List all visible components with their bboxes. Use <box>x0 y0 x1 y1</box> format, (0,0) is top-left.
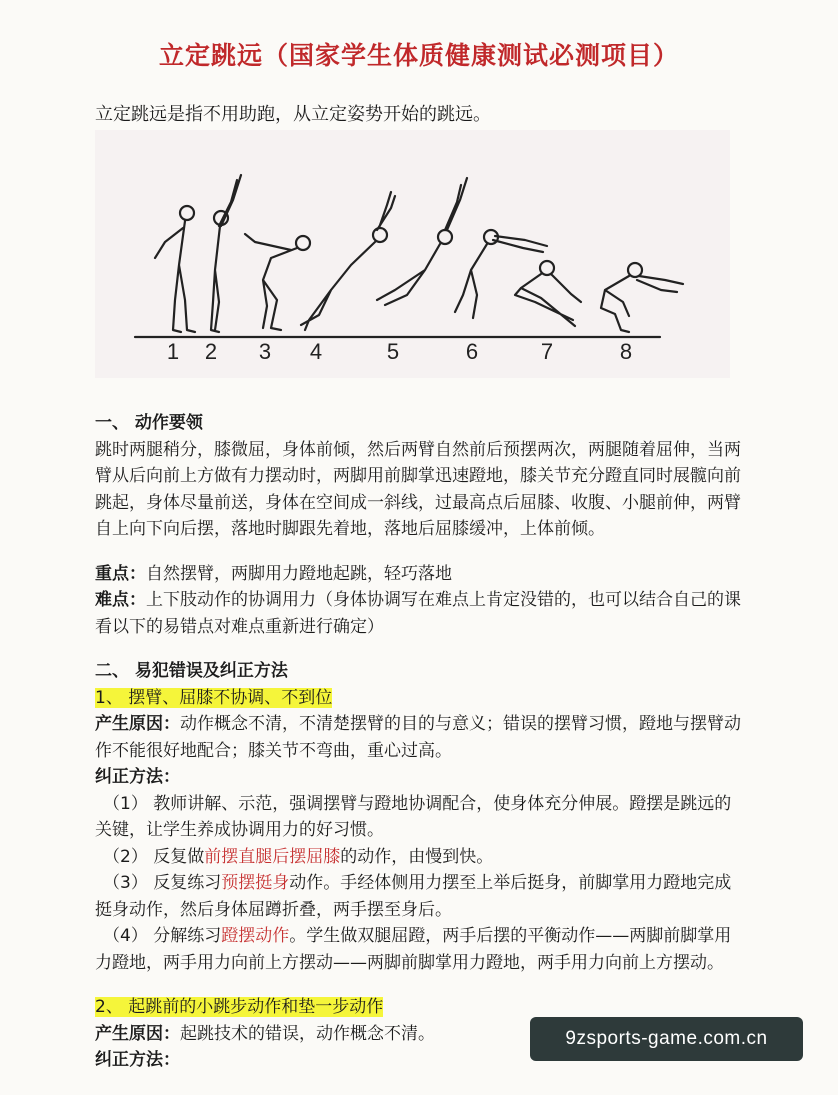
fix4-highlight: 蹬摆动作 <box>221 926 290 946</box>
fix2-highlight: 前摆直腿后摆屈膝 <box>204 846 341 867</box>
figure-number-3: 3 <box>258 339 272 364</box>
intro-text: 立定跳远是指不用助跑，从立定姿势开始的跳远。 <box>95 104 491 125</box>
section2-heading: 二、 易犯错误及纠正方法 <box>95 661 288 681</box>
figure-number-5: 5 <box>386 339 400 364</box>
fix3-text-a: （3） 反复练习 <box>103 873 222 893</box>
figure-4 <box>301 192 395 330</box>
jump-sequence-drawing <box>95 130 730 378</box>
item2-cause-text: 起跳技术的错误，动作概念不清。 <box>180 1023 435 1044</box>
key-point <box>95 561 741 588</box>
figure-number-7: 7 <box>540 339 554 364</box>
item1-title <box>95 685 741 712</box>
item1-fix-1: （1） 教师讲解、示范，强调摆臂与蹬地协调配合，使身体充分伸展。蹬摆是跳远的关键，让学生养成协调用力的好习惯。 <box>95 793 732 840</box>
item1-cause-label: 产生原因： <box>95 714 180 734</box>
figure-number-8: 8 <box>619 339 633 364</box>
item1-fix-4 <box>95 923 741 976</box>
item2-title-text: 2、 起跳前的小跳步动作和垫一步动作 <box>95 997 384 1017</box>
fix2-text-b: 的动作，由慢到快。 <box>340 846 494 867</box>
fix3-text-b: 动作。手经体侧用力摆至上举后挺身，前脚掌用力蹬地完成挺身动作，然后身体屈蹲折叠，两手摆至身后。 <box>95 873 732 920</box>
item1-fix-2 <box>95 844 741 871</box>
jump-sequence-figure <box>95 130 730 378</box>
figure-7 <box>515 261 581 326</box>
figure-1 <box>155 206 195 332</box>
section1-heading: 一、 动作要领 <box>95 413 203 433</box>
item1-cause-text: 动作概念不清，不清楚摆臂的目的与意义；错误的摆臂习惯，蹬地与摆臂动作不能很好地配合；膝关节不弯曲，重心过高。 <box>95 714 741 761</box>
fix4-text-b: 。学生做双腿屈蹬，两手后摆的平衡动作——两脚前脚掌用力蹬地，两手用力向前上方摆动——两脚前脚掌用力蹬地，两手用力向前上方摆动。 <box>95 926 732 973</box>
page-title: 立定跳远（国家学生体质健康测试必测项目） <box>158 41 679 70</box>
figure-number-1: 1 <box>166 339 180 364</box>
difficulty-label: 难点： <box>95 590 146 610</box>
figure-number-2: 2 <box>204 339 218 364</box>
figure-3 <box>245 234 310 330</box>
item1-cause <box>95 711 741 764</box>
figure-number-6: 6 <box>465 339 479 364</box>
item1-fix-3 <box>95 870 741 923</box>
figure-number-4: 4 <box>309 339 323 364</box>
fix3-highlight: 预摆挺身 <box>221 873 290 893</box>
item1-fix-label: 纠正方法： <box>95 767 180 787</box>
item2-cause-label: 产生原因： <box>95 1023 180 1044</box>
key-text: 自然摆臂，两脚用力蹬地起跳，轻巧落地 <box>146 563 452 584</box>
item2-fix-label: 纠正方法： <box>95 1050 180 1070</box>
watermark-badge: 9zsports-game.com.cn <box>530 1017 803 1061</box>
section1-body: 跳时两腿稍分，膝微屈，身体前倾，然后两臂自然前后预摆两次，两腿随着屈伸，当两臂从后向前上方做有力摆动时，两脚用前脚掌迅速蹬地，膝关节充分蹬直同时展髋向前跳起，身体尽量前送，身体在空间成一斜线，过最高点后屈膝、收腹、小腿前伸，两臂自上向下向后摆，落地时脚跟先着地，落地后屈膝缓冲，上体前倾。 <box>95 439 741 539</box>
main-content <box>95 410 741 1074</box>
figure-2 <box>211 175 241 332</box>
fix4-text-a: （4） 分解练习 <box>103 926 222 946</box>
difficulty-point <box>95 587 741 640</box>
difficulty-text: 上下肢动作的协调用力（身体协调写在难点上肯定没错的，也可以结合自己的课看以下的易错点对难点重新进行确定） <box>95 590 741 637</box>
figure-6 <box>455 230 547 318</box>
figure-8 <box>601 263 683 332</box>
key-label: 重点： <box>95 563 146 584</box>
item1-title-text: 1、 摆臂、屈膝不协调、不到位 <box>95 687 333 708</box>
fix2-text-a: （2） 反复做 <box>103 846 205 867</box>
